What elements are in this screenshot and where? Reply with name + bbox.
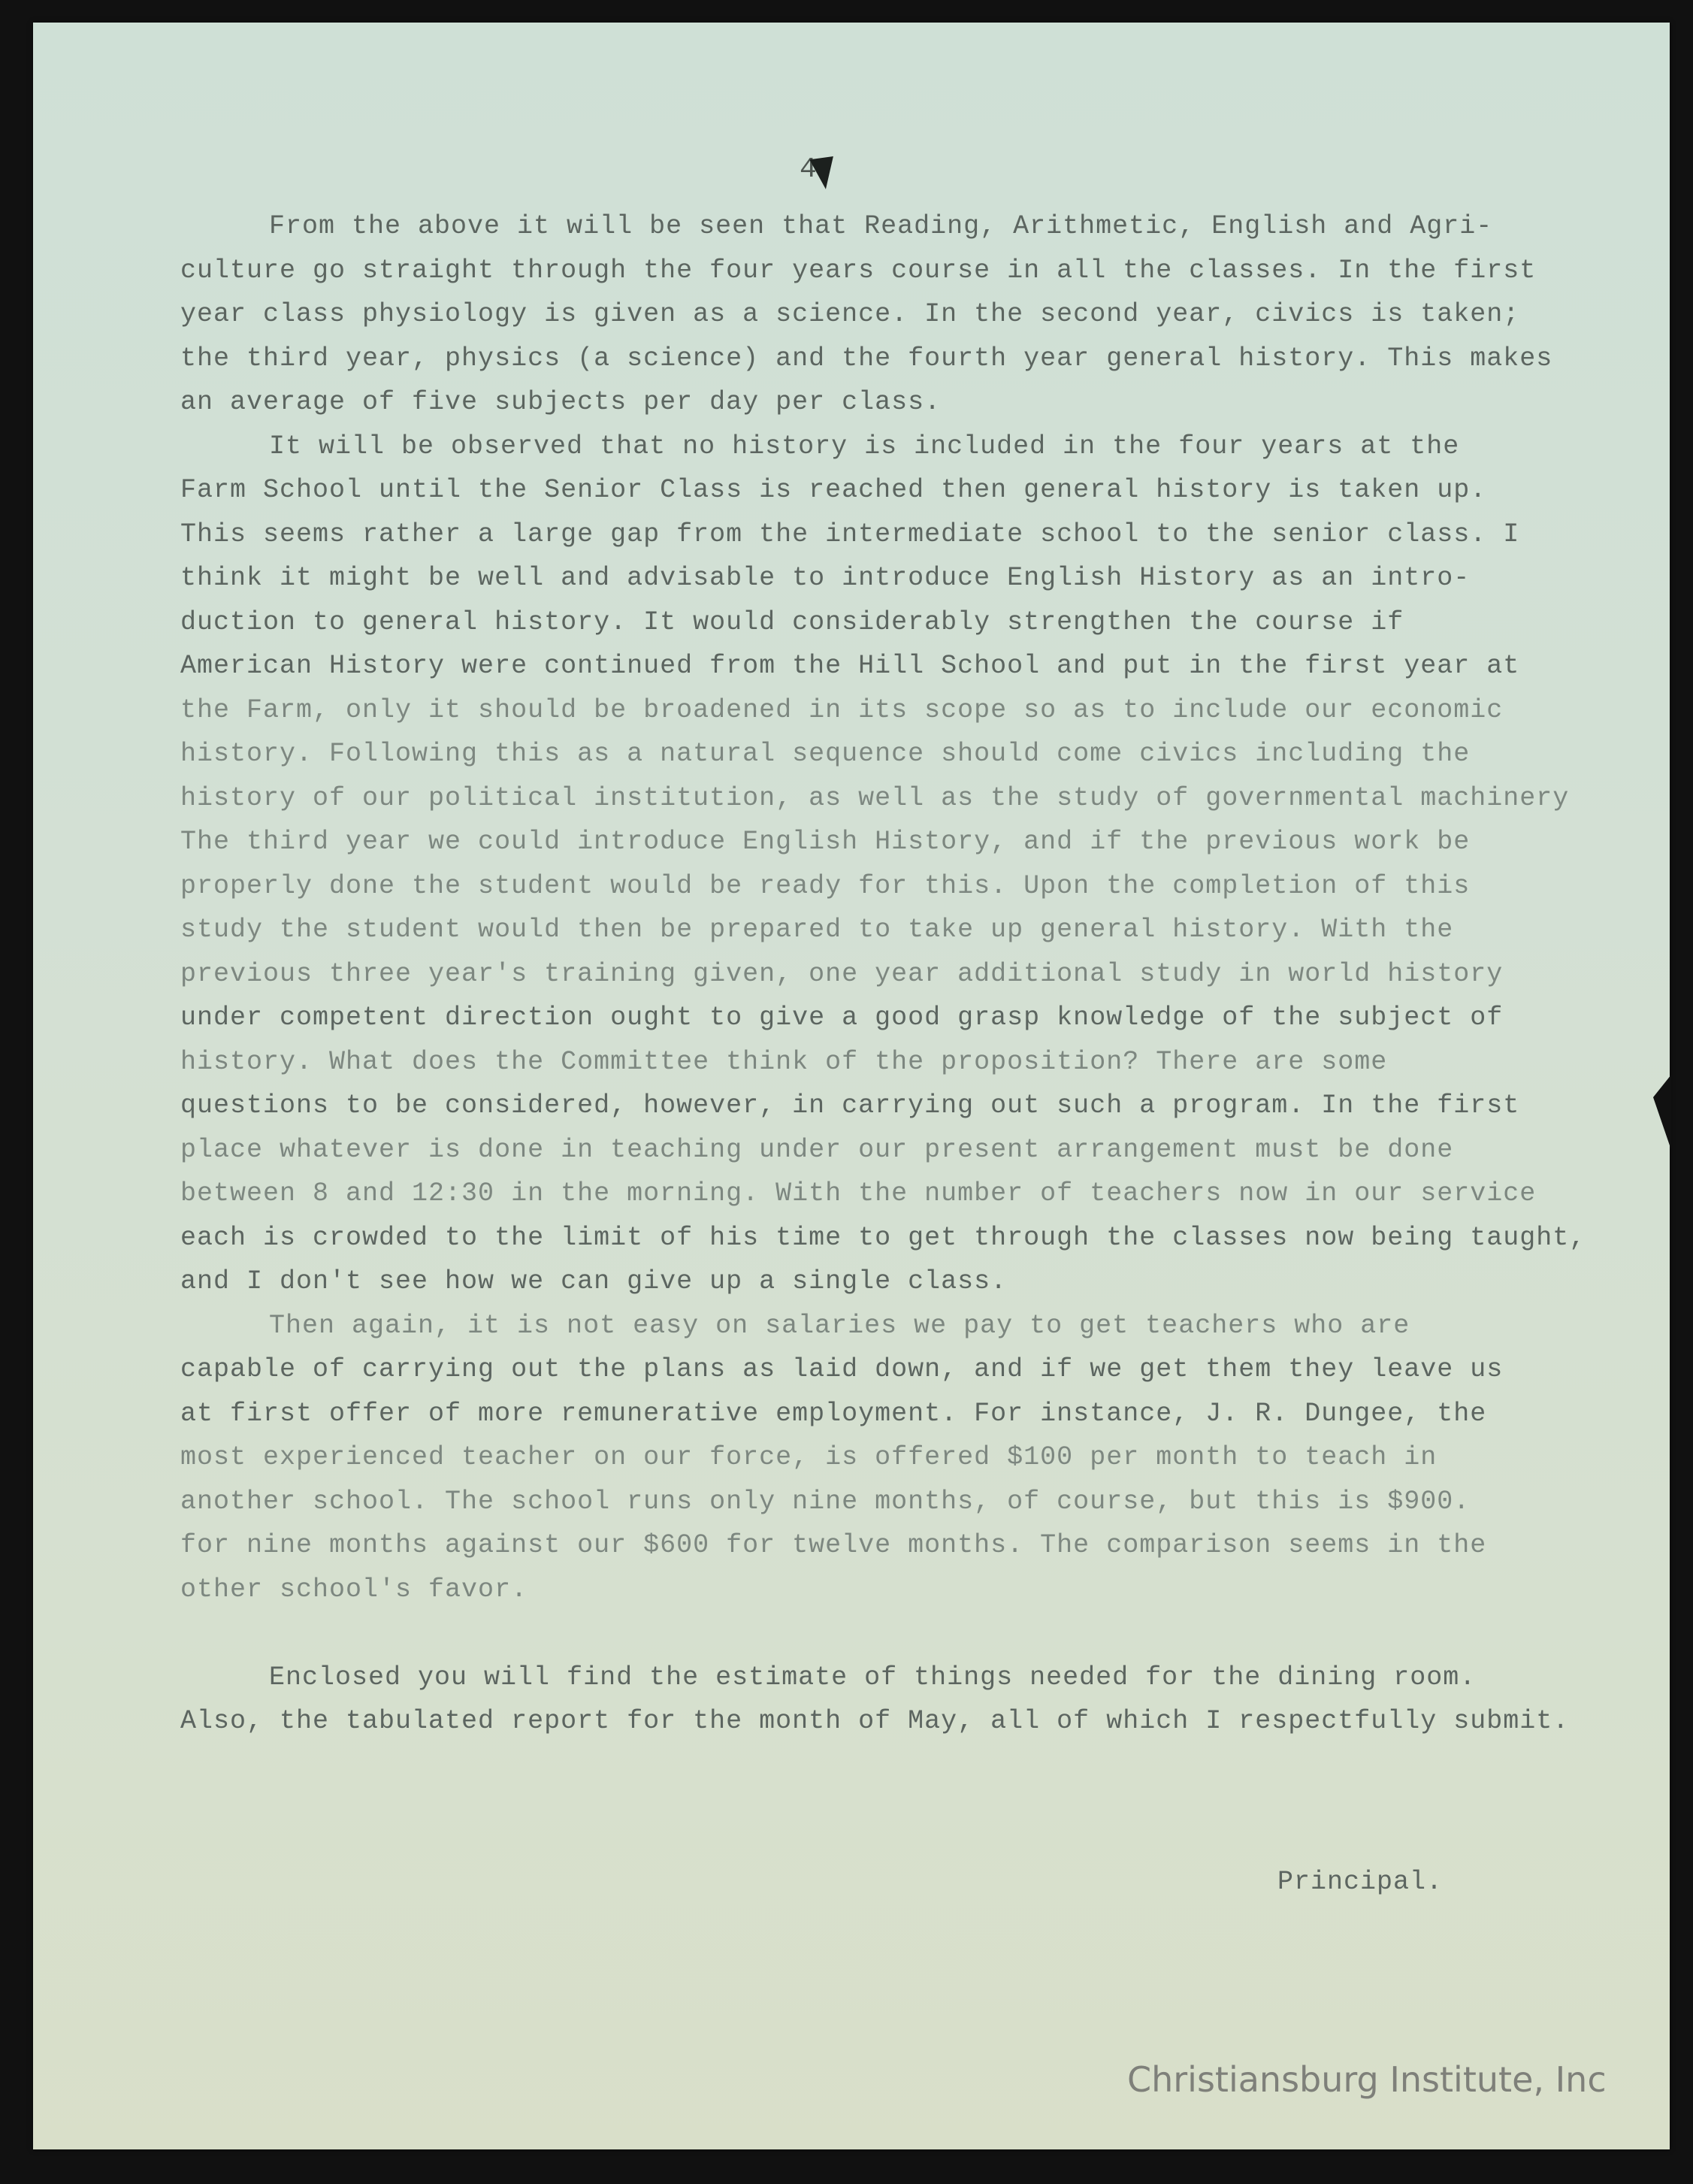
body-line: The third year we could introduce English History, and if the previous work be — [180, 827, 1471, 857]
body-line: previous three year's training given, one year additional study in world history — [180, 958, 1504, 989]
body-line: Farm School until the Senior Class is reached then general history is taken up. — [180, 475, 1487, 505]
page-number: 4. — [800, 153, 834, 186]
body-line: an average of five subjects per day per class. — [180, 387, 942, 417]
body-line: questions to be considered, however, in carrying out such a program. In the first — [180, 1090, 1520, 1121]
body-line: another school. The school runs only nine months, of course, but this is $900. — [180, 1486, 1471, 1517]
body-line: properly done the student would be ready for this. Upon the completion of this — [180, 870, 1471, 901]
body-line: Then again, it is not easy on salaries we pay to get teachers who are — [269, 1310, 1410, 1341]
body-line: history. Following this as a natural sequence should come civics including the — [180, 739, 1471, 769]
body-line: other school's favor. — [180, 1574, 528, 1605]
body-line: the Farm, only it should be broadened in its scope so as to include our economic — [180, 694, 1504, 725]
body-line: think it might be well and advisable to introduce English History as an intro- — [180, 563, 1471, 593]
body-line: study the student would then be prepared to take up general history. With the — [180, 915, 1454, 945]
paper-tear — [1653, 1075, 1671, 1150]
letter-body — [180, 204, 1653, 1744]
signature-title: Principal. — [1277, 1867, 1444, 1897]
body-line: capable of carrying out the plans as laid down, and if we get them they leave us — [180, 1354, 1504, 1384]
body-line: history of our political institution, as well as the study of governmental machinery — [180, 782, 1570, 813]
body-line: Enclosed you will find the estimate of things needed for the dining room. — [269, 1662, 1477, 1692]
body-line: at first offer of more remunerative employment. For instance, J. R. Dungee, the — [180, 1398, 1487, 1429]
body-line: history. What does the Committee think of the proposition? There are some — [180, 1046, 1388, 1077]
ink-blot — [809, 156, 838, 191]
body-line: between 8 and 12:30 in the morning. With the number of teachers now in our service — [180, 1178, 1537, 1208]
body-line: each is crowded to the limit of his time to get through the classes now being taught, — [180, 1222, 1586, 1253]
body-line: and I don't see how we can give up a single class. — [180, 1266, 1008, 1296]
body-line: place whatever is done in teaching under our present arrangement must be done — [180, 1134, 1454, 1165]
body-line: duction to general history. It would considerably strengthen the course if — [180, 606, 1404, 637]
body-line: under competent direction ought to give a good grasp knowledge of the subject of — [180, 1003, 1504, 1033]
body-line: culture go straight through the four years course in all the classes. In the first — [180, 255, 1537, 286]
body-line: for nine months against our $600 for twelve months. The comparison seems in the — [180, 1530, 1487, 1560]
body-line: most experienced teacher on our force, is offered $100 per month to teach in — [180, 1442, 1438, 1472]
body-line: American History were continued from the Hill School and put in the first year at — [180, 651, 1520, 681]
body-line: the third year, physics (a science) and the fourth year general history. This makes — [180, 343, 1553, 374]
body-line: Also, the tabulated report for the month of May, all of which I respectfully submit. — [180, 1706, 1570, 1736]
body-line: From the above it will be seen that Reading, Arithmetic, English and Agri- — [269, 211, 1493, 241]
body-line: This seems rather a large gap from the intermediate school to the senior class. I — [180, 519, 1520, 549]
body-line: It will be observed that no history is included in the four years at the — [269, 431, 1460, 461]
archive-watermark: Christiansburg Institute, Inc — [1127, 2059, 1607, 2100]
body-line: year class physiology is given as a science. In the second year, civics is taken; — [180, 299, 1520, 329]
